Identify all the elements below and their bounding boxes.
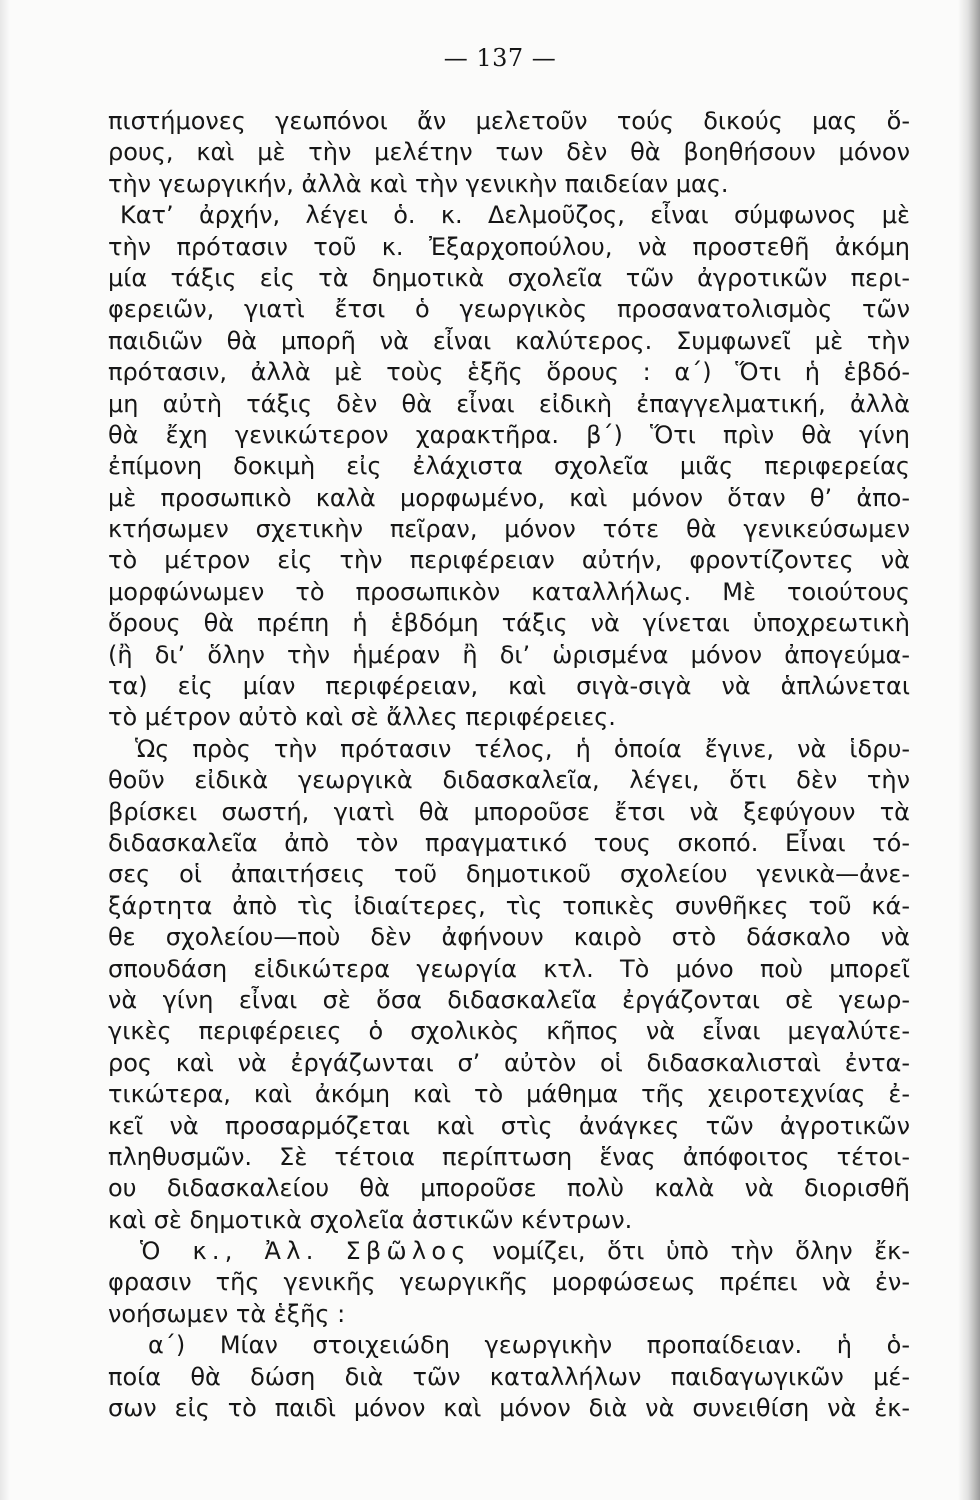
text-line: μορφώνωμεν τὸ προσωπικὸν καταλλήλως. Μὲ τοιούτους [108,577,910,606]
text-line: σων εἰς τὸ παιδὶ μόνον καὶ μόνον διὰ νὰ συνειθίση νὰ ἐκ- [108,1394,910,1423]
text-line: κεῖ νὰ προσαρμόζεται καὶ στὶς ἀνάγκες τῶν ἀγροτικῶν [108,1111,910,1140]
text-line: ξάρτητα ἀπὸ τὶς ἰδιαίτερες, τὶς τοπικὲς συνθῆκες τοῦ κά- [108,891,910,920]
text-line: νοήσωμεν τὰ ἑξῆς : [108,1299,346,1328]
text-line: γικὲς περιφέρειες ὁ σχολικὸς κῆπος νὰ εἶναι μεγαλύτε- [108,1017,910,1046]
text-line: πληθυσμῶν. Σὲ τέτοια περίπτωση ἕνας ἀπόφοιτος τέτοι- [108,1142,910,1171]
text-line: μὲ προσωπικὸ καλὰ μορφωμένο, καὶ μόνον ὅταν θ’ ἀπο- [108,483,910,512]
text-line: θὰ ἔχη γενικώτερον χαρακτῆρα. β΄) Ὅτι πρὶν θὰ γίνη [108,420,910,449]
text-line: τικώτερα, καὶ ἀκόμη καὶ τὸ μάθημα τῆς χειροτεχνίας ἐ- [108,1080,910,1109]
text-line: κτήσωμεν σχετικὴν πεῖραν, μόνον τότε θὰ γενικεύσωμεν [108,515,910,544]
body-text [108,106,910,1424]
page-edge-shadow-right [958,0,980,1500]
text-line: καὶ σὲ δημοτικὰ σχολεῖα ἀστικῶν κέντρων. [108,1205,633,1234]
text-line: τὴν πρότασιν τοῦ κ. Ἐξαρχοπούλου, νὰ προστεθῆ ἀκόμη [108,232,910,261]
text-line: ἐπίμονη δοκιμὴ εἰς ἐλάχιστα σχολεῖα μιᾶς περιφερείας [108,452,910,481]
page-edge-shadow-left [0,0,10,1500]
text-line: τὸ μέτρον εἰς τὴν περιφέρειαν αὐτήν, φροντίζοντες νὰ [108,546,910,575]
text-line: νὰ γίνη εἶναι σὲ ὅσα διδασκαλεῖα ἐργάζονται σὲ γεωρ- [108,985,910,1014]
text-line: τα) εἰς μίαν περιφέρειαν, καὶ σιγὰ-σιγὰ νὰ ἁπλώνεται [108,672,910,701]
text-line: τὴν γεωργικήν, ἀλλὰ καὶ τὴν γενικὴν παιδείαν μας. [108,169,729,198]
paragraph-start-line: Ὡς πρὸς τὴν πρότασιν τέλος, ἡ ὁποία ἔγινε, νὰ ἱδρυ- [135,734,910,763]
text-line: μη αὐτὴ τάξις δὲν θὰ εἶναι εἰδικὴ ἐπαγγελματική, ἀλλὰ [108,389,910,418]
text-line: σπουδάση εἰδικώτερα γεωργία κτλ. Τὸ μόνο ποὺ μπορεῖ [108,954,910,983]
text-line: φερειῶν, γιατὶ ἔτσι ὁ γεωργικὸς προσανατολισμὸς τῶν [108,295,910,324]
speaker-name: Ὁ κ., Ἀλ. Σβῶλος [140,1237,471,1266]
list-item-start-line: α΄) Μίαν στοιχειώδη γεωργικὴν προπαίδειαν. ἡ ὁ- [148,1331,910,1360]
text-line: σες οἱ ἀπαιτήσεις τοῦ δημοτικοῦ σχολείου γενικὰ—ἀνε- [108,860,910,889]
text-line: φρασιν τῆς γενικῆς γεωργικῆς μορφώσεως πρέπει νὰ ἐν- [108,1268,910,1297]
text-line: ποία θὰ δώση διὰ τῶν καταλλήλων παιδαγωγικῶν μέ- [108,1362,910,1391]
text-line: τὸ μέτρον αὐτὸ καὶ σὲ ἄλλες περιφέρειες. [108,703,616,732]
text-line: θε σχολείου—ποὺ δὲν ἀφήνουν καιρὸ στὸ δάσκαλο νὰ [108,923,910,952]
text-line: ρος καὶ νὰ ἐργάζωνται σ’ αὐτὸν οἱ διδασκαλισταὶ ἐντα- [108,1048,910,1077]
paragraph-start-line: Κατ’ ἀρχήν, λέγει ὁ. κ. Δελμοῦζος, εἶναι σύμφωνος μὲ [120,201,910,230]
text-line: μία τάξις εἰς τὰ δημοτικὰ σχολεῖα τῶν ἀγροτικῶν περι- [108,263,910,292]
text-line: (ἢ δι’ ὅλην τὴν ἡμέραν ἢ δι’ ὡρισμένα μόνον ἀπογεύμα- [108,640,910,669]
page-number-header: — 137 — [443,44,557,72]
text-line: ου διδασκαλείου θὰ μποροῦσε πολὺ καλὰ νὰ διορισθῆ [108,1174,910,1203]
text-line: διδασκαλεῖα ἀπὸ τὸν πραγματικό τους σκοπό. Εἶναι τό- [108,828,910,857]
paragraph-start-line [108,1236,910,1267]
text-line: παιδιῶν θὰ μπορῆ νὰ εἶναι καλύτερος. Συμφωνεῖ μὲ τὴν [108,326,910,355]
text-line: θοῦν εἰδικὰ γεωργικὰ διδασκαλεῖα, λέγει, ὅτι δὲν τὴν [108,766,910,795]
speaker-line-rest: νομίζει, ὅτι ὑπὸ τὴν ὅλην ἔκ- [492,1237,910,1266]
text-line: πρότασιν, ἀλλὰ μὲ τοὺς ἑξῆς ὅρους : α΄) Ὅτι ἡ ἑβδό- [108,358,910,387]
text-line: πιστήμονες γεωπόνοι ἄν μελετοῦν τούς δικούς μας ὅ- [108,107,910,135]
text-line: βρίσκει σωστή, γιατὶ θὰ μποροῦσε ἔτσι νὰ ξεφύγουν τὰ [108,797,910,826]
text-line: ὅρους θὰ πρέπη ἡ ἑβδόμη τάξις νὰ γίνεται ὑποχρεωτικὴ [108,609,910,638]
text-line: ρους, καὶ μὲ τὴν μελέτην των δὲν θὰ βοηθήσουν μόνον [108,138,910,167]
